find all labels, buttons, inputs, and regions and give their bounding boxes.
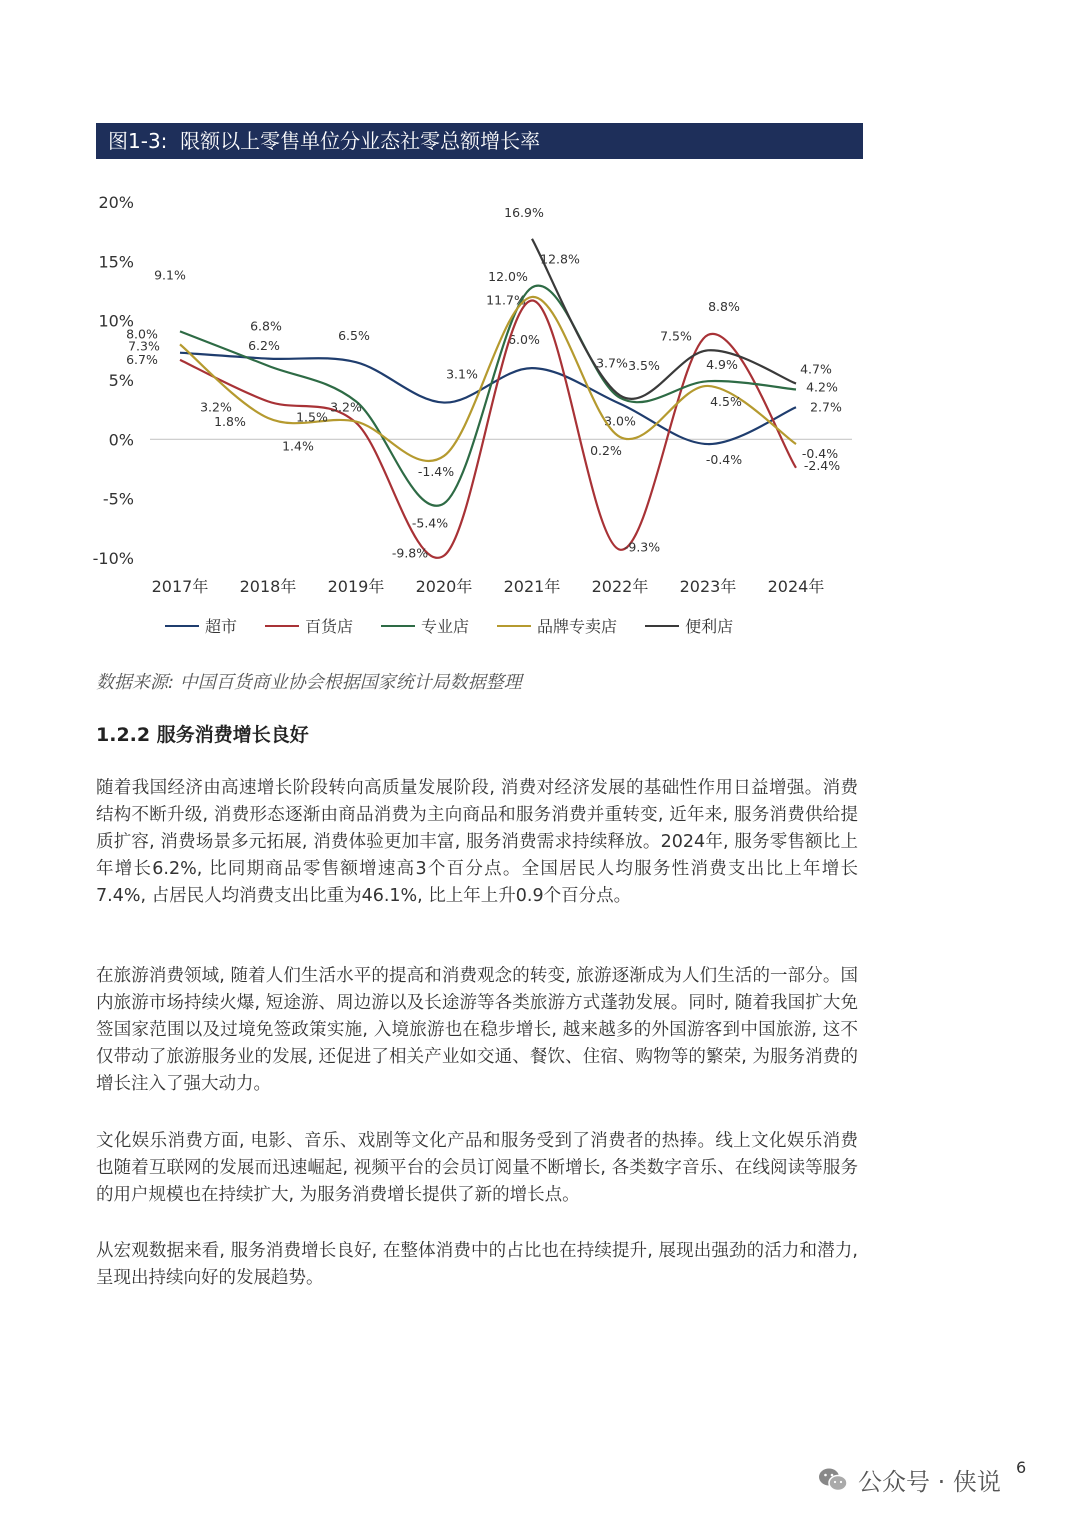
- legend-label: 专业店: [421, 617, 470, 636]
- legend-item: [381, 614, 469, 637]
- data-label: 1.8%: [214, 413, 246, 429]
- data-label: 8.0%: [126, 326, 158, 342]
- wechat-icon: [818, 1467, 848, 1493]
- data-label: 1.4%: [282, 438, 314, 454]
- data-label: -5.4%: [411, 515, 449, 531]
- paragraph-tourism: 在旅游消费领域, 随着人们生活水平的提高和消费观念的转变, 旅游逐渐成为人们生活的一部分。国内旅游市场持续火爆, 短途游、周边游以及长途游等各类旅游方式蓬勃发展。同时, 随着我国扩大免签国家范围以及过境免签政策实施, 入境旅游也在稳步增长, 越来越多的外国游客到中国旅游, 这不仅带动了旅游服务业的发展, 还促进了相关产业如交通、餐饮、住宿、购物等的繁荣, 为服务消费的增长注入了强大动力。: [96, 966, 858, 1094]
- legend-item: [165, 614, 237, 637]
- data-label: 9.1%: [154, 267, 186, 283]
- legend-item: [265, 614, 353, 637]
- watermark: [818, 1462, 1001, 1497]
- y-tick-label: -10%: [92, 549, 134, 568]
- data-label: -0.4%: [705, 452, 743, 468]
- legend-item: [645, 614, 733, 637]
- legend-label: 便利店: [685, 617, 734, 636]
- data-label: 3.5%: [628, 357, 660, 373]
- watermark-text: 公众号 · 侠说: [858, 1468, 1001, 1496]
- legend-swatch: [381, 625, 415, 627]
- page-number: 6: [1016, 1458, 1027, 1477]
- y-tick-label: 5%: [108, 371, 134, 390]
- data-label: 16.9%: [504, 204, 544, 220]
- data-label: 3.2%: [330, 399, 362, 415]
- section-title: 1.2.2 服务消费增长良好: [96, 724, 309, 746]
- x-tick-label: 2022年: [591, 577, 649, 596]
- data-label: 11.7%: [486, 292, 526, 308]
- data-label: 12.0%: [488, 268, 528, 284]
- y-tick-label: 15%: [98, 252, 134, 272]
- data-label: 6.2%: [248, 337, 280, 353]
- x-tick-label: 2023年: [679, 577, 737, 596]
- legend-swatch: [165, 625, 199, 627]
- x-tick-label: 2020年: [415, 577, 473, 596]
- data-label: 4.7%: [800, 361, 832, 377]
- data-label: 6.8%: [250, 318, 282, 334]
- data-label: 6.5%: [338, 328, 370, 344]
- legend-label: 百货店: [305, 617, 354, 636]
- legend-swatch: [645, 625, 679, 627]
- data-label: -9.3%: [623, 539, 661, 555]
- data-label: 7.3%: [128, 338, 160, 354]
- data-label: 3.2%: [200, 399, 232, 415]
- y-tick-label: 10%: [98, 311, 134, 331]
- data-label: 4.2%: [806, 379, 838, 395]
- data-label: 4.5%: [710, 393, 742, 409]
- legend-item: [497, 614, 617, 637]
- growth-line-chart: [90, 180, 870, 600]
- y-tick-label: 20%: [98, 193, 134, 212]
- data-label: 6.7%: [126, 351, 158, 367]
- paragraph-macro: 从宏观数据来看, 服务消费增长良好, 在整体消费中的占比也在持续提升, 展现出强劲的活力和潜力, 呈现出持续向好的发展趋势。: [96, 1241, 858, 1288]
- x-tick-label: 2017年: [151, 577, 209, 596]
- data-label: 3.1%: [446, 366, 478, 382]
- paragraph-entertainment: 文化娱乐消费方面, 电影、音乐、戏剧等文化产品和服务受到了消费者的热捧。线上文化娱乐消费也随着互联网的发展而迅速崛起, 视频平台的会员订阅量不断增长, 各类数字音乐、在线阅读等服务的用户规模也在持续扩大, 为服务消费增长提供了新的增长点。: [96, 1131, 858, 1205]
- figure-header: [96, 123, 863, 159]
- data-label: 2.7%: [810, 399, 842, 415]
- data-label: 1.5%: [296, 409, 328, 425]
- data-label: 4.9%: [706, 357, 738, 373]
- data-label: -1.4%: [417, 463, 455, 479]
- paragraph-service-consumption: 随着我国经济由高速增长阶段转向高质量发展阶段, 消费对经济发展的基础性作用日益增强。消费结构不断升级, 消费形态逐渐由商品消费为主向商品和服务消费并重转变, 近年来, 服务消费供给提质扩容, 消费场景多元拓展, 消费体验更加丰富, 服务消费需求持续释放。2024年, 服务零售额比上年增长6.2%, 比同期商品零售额增速高3个百分点。全国居民人均服务性消费支出比上年增长7.4%, 占居民人均消费支出比重为46.1%, 比上年上升0.9个百分点。: [96, 778, 858, 906]
- x-tick-label: 2021年: [503, 577, 561, 596]
- legend-label: 品牌专卖店: [537, 617, 618, 636]
- y-tick-label: 0%: [108, 430, 134, 450]
- legend-swatch: [265, 625, 299, 627]
- x-tick-label: 2024年: [767, 577, 825, 596]
- data-label: 6.0%: [508, 332, 540, 348]
- data-label: -2.4%: [803, 457, 841, 473]
- data-source: 数据来源: 中国百货商业协会根据国家统计局数据整理: [96, 672, 522, 693]
- data-label: 3.7%: [596, 355, 628, 371]
- data-label: 3.0%: [604, 413, 636, 429]
- legend-label: 超市: [205, 617, 238, 636]
- x-tick-label: 2018年: [239, 577, 297, 596]
- data-label: -9.8%: [391, 545, 429, 561]
- chart-legend: [165, 614, 761, 637]
- data-label: 7.5%: [660, 328, 692, 344]
- y-tick-label: -5%: [102, 489, 134, 509]
- data-label: 0.2%: [590, 442, 622, 458]
- data-label: -0.4%: [801, 446, 839, 462]
- data-label: 12.8%: [540, 251, 580, 267]
- figure-label: 图1-3:: [108, 129, 168, 153]
- figure-title: 限额以上零售单位分业态社零总额增长率: [180, 129, 541, 153]
- x-tick-label: 2019年: [327, 577, 385, 596]
- data-label: 8.8%: [708, 298, 740, 314]
- legend-swatch: [497, 625, 531, 627]
